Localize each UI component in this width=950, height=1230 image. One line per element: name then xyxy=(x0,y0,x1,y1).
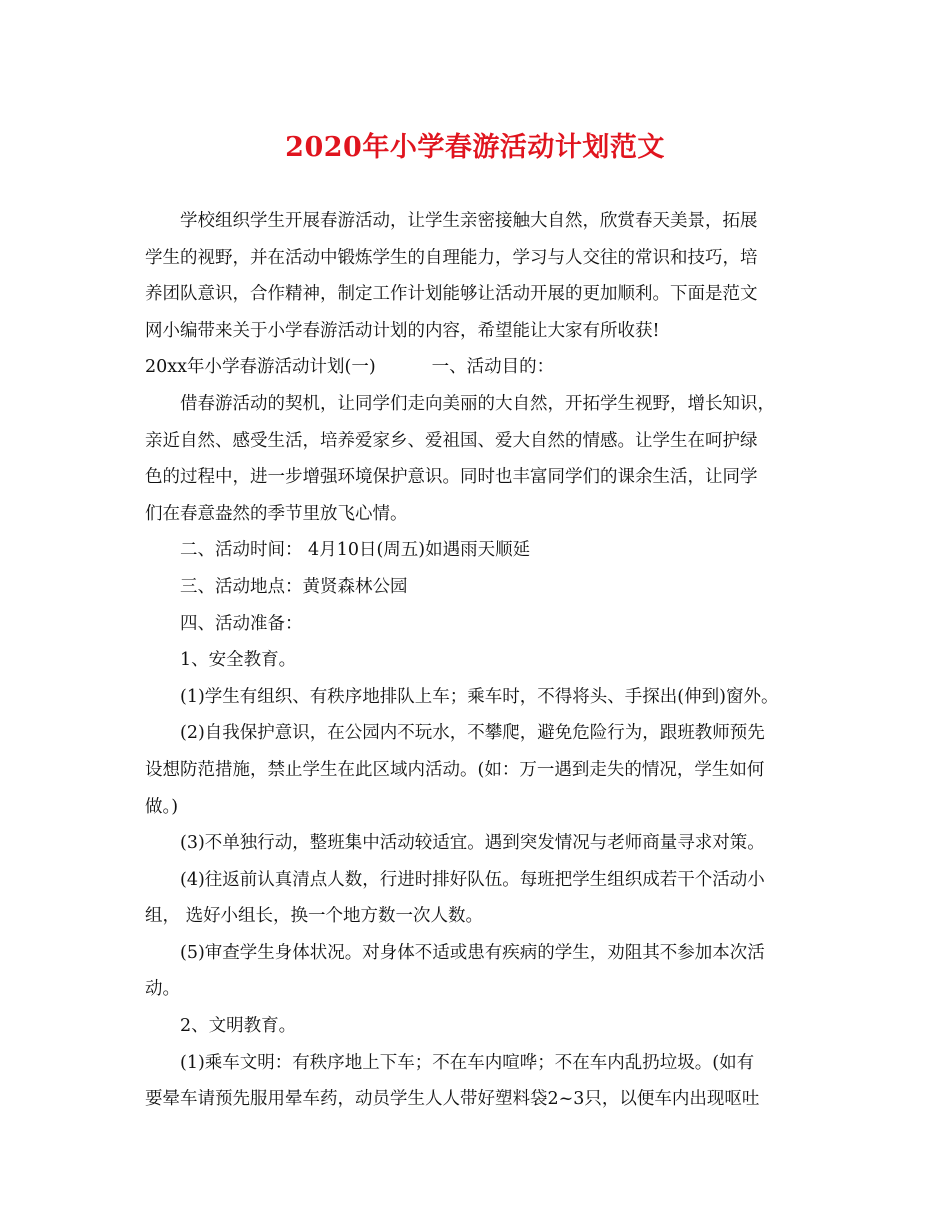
section-heading-time: 二、活动时间： 4月10日(周五)如遇雨天顺延 xyxy=(180,540,531,561)
paragraph-line: 动。 xyxy=(145,979,180,1000)
paragraph-line: 们在春意盎然的季节里放飞心情。 xyxy=(145,503,408,524)
plan-heading: 20xx年小学春游活动计划(一) xyxy=(145,357,376,378)
subsection-heading: 1、安全教育。 xyxy=(180,650,297,671)
section-heading-location: 三、活动地点：黄贤森林公园 xyxy=(180,576,408,597)
paragraph-line: 组， 选好小组长，换一个地方数一次人数。 xyxy=(145,906,484,927)
list-item: (4)往返前认真清点人数，行进时排好队伍。每班把学生组织成若干个活动小 xyxy=(180,869,765,890)
document-body xyxy=(145,203,815,1118)
section-heading-purpose: 一、活动目的： xyxy=(431,357,555,378)
paragraph-line: 亲近自然、感受生活，培养爱家乡、爱祖国、爱大自然的情感。让学生在呵护绿 xyxy=(145,430,758,451)
paragraph-line: 要晕车请预先服用晕车药，动员学生人人带好塑料袋2~3只，以便车内出现呕吐 xyxy=(145,1089,760,1110)
list-item: (3)不单独行动，整班集中活动较适宜。遇到突发情况与老师商量寻求对策。 xyxy=(180,833,765,854)
heading-line xyxy=(145,349,815,386)
list-item: (5)审查学生身体状况。对身体不适或患有疾病的学生，劝阻其不参加本次活 xyxy=(180,942,765,963)
paragraph-line: 设想防范措施，禁止学生在此区域内活动。(如：万一遇到走失的情况，学生如何 xyxy=(145,759,765,780)
list-item: (1)乘车文明：有秩序地上下车；不在车内喧哗；不在车内乱扔垃圾。(如有 xyxy=(180,1052,755,1073)
paragraph-line: 学生的视野，并在活动中锻炼学生的自理能力，学习与人交往的常识和技巧，培 xyxy=(145,247,758,268)
document-title: 2020年小学春游活动计划范文 xyxy=(285,132,665,163)
paragraph-line: 学校组织学生开展春游活动，让学生亲密接触大自然，欣赏春天美景，拓展 xyxy=(180,211,758,231)
list-item: (2)自我保护意识，在公园内不玩水，不攀爬，避免危险行为，跟班教师预先 xyxy=(180,723,765,744)
paragraph-line: 养团队意识，合作精神，制定工作计划能够让活动开展的更加顺利。下面是范文 xyxy=(145,284,758,305)
section-heading-preparation: 四、活动准备： xyxy=(180,613,303,634)
paragraph-line: 网小编带来关于小学春游活动计划的内容，希望能让大家有所收获! xyxy=(145,320,660,341)
paragraph-line: 做。) xyxy=(145,796,179,817)
paragraph-line: 色的过程中，进一步增强环境保护意识。同时也丰富同学们的课余生活，让同学 xyxy=(145,467,758,488)
paragraph-line: 借春游活动的契机，让同学们走向美丽的大自然，开拓学生视野，增长知识， xyxy=(180,393,775,414)
subsection-heading: 2、文明教育。 xyxy=(180,1016,297,1037)
list-item: (1)学生有组织、有秩序地排队上车；乘车时，不得将头、手探出(伸到)窗外。 xyxy=(180,686,779,707)
